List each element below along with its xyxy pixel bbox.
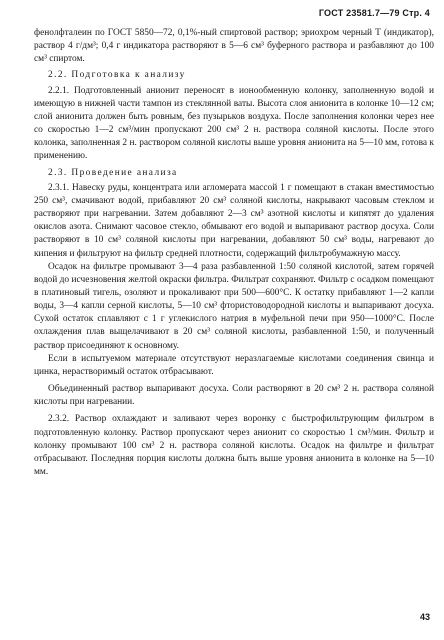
paragraph-2-3-1: 2.3.1. Навеску руды, концентрата или агломерата массой 1 г помещают в стакан вместимостью 250 см³, смачивают водой, прибавляют 20 см³ соляной кислоты, накрывают часовым стеклом и растворяют при нагревании. Затем добавляют 2—3 см³ азотной кислоты и кипятят до удаления окислов азота. Снимают часовое стекло, обмывают его водой и выпаривают раствор досуха. Соли растворяют в 10 см³ соляной кислоты при нагревании, добавляют 50 см³ воды, нагревают до кипения и фильтруют на фильтр средней плотности, содержащий фильтробумажную массу. [34,182,434,259]
document-body [34,27,434,479]
section-heading-preparation: 2.2. Подготовка к анализу [48,70,186,81]
paragraph-reagents-continued: фенолфталеин по ГОСТ 5850—72, 0,1%-ный спиртовой раствор; эриохром черный Т (индикатор), раствор 4 г/дм³; 0,4 г индикатора растворяют в 5—6 см³ буферного раствора и разбавляют до 100 см³ спиртом. [34,28,434,65]
section-heading-analysis: 2.3. Проведение анализа [48,167,178,178]
page-number: 43 [419,612,430,622]
paragraph-residue: Если в испытуемом материале отсутствуют неразлагаемые кислотами соединения свинца и цинка, нерастворимый остаток отбрасывают. [34,353,434,377]
paragraph-precipitate: Осадок на фильтре промывают 3—4 раза разбавленной 1:50 соляной кислотой, затем горячей водой до исчезновения желтой окраски фильтра. Фильтрат сохраняют. Фильтр с осадком помещают в платиновый тигель, озоляют и прокаливают при 500—600°С. К остатку прибавляют 1—2 капли воды, 3—4 капли серной кислоты, 5—10 см³ фтористоводородной кислоты и выпаривают досуха. Сухой остаток сплавляют с 1 г углекислого натрия в муфельной печи при 950—1000°С. После охлаждения плав выщелачивают в 20 см³ соляной кислоты, разбавленной 1:50, и полученный раствор присоединяют к основному. [34,261,434,351]
paragraph-combined-solution: Объединенный раствор выпаривают досуха. Соли растворяют в 20 см³ 2 н. раствора соляной кислоты при нагревании. [34,384,434,408]
paragraph-2-3-2: 2.3.2. Раствор охлаждают и заливают через воронку с быстрофильтрующим фильтром в подготовленную колонку. Раствор пропускают через анионит со скоростью 1 см³/мин. Фильтр и колонку промывают 100 см³ 2 н. раствора соляной кислоты. Осадок на фильтре и фильтрат отбрасывают. Последняя порция кислоты должна быть выше уровня анионита в колонке на 5—10 мм. [34,414,434,477]
page-header: ГОСТ 23581.7—79 Стр. 4 [318,8,430,18]
paragraph-2-2-1: 2.2.1. Подготовленный анионит переносят в ионообменную колонку, заполненную водой и имеющую в нижней части тампон из стеклянной ваты. Высота слоя анионита в колонке 10—12 см; слой анионита должен быть ровным, без пузырьков воздуха. После заполнения колонки через нее со скоростью 1—2 см³/мин пропускают 200 см³ 2 н. раствора соляной кислоты. После этого колонка, заполненная 2 н. раствором соляной кислоты выше уровня анионита на 5—10 мм, готова к применению. [34,85,434,162]
